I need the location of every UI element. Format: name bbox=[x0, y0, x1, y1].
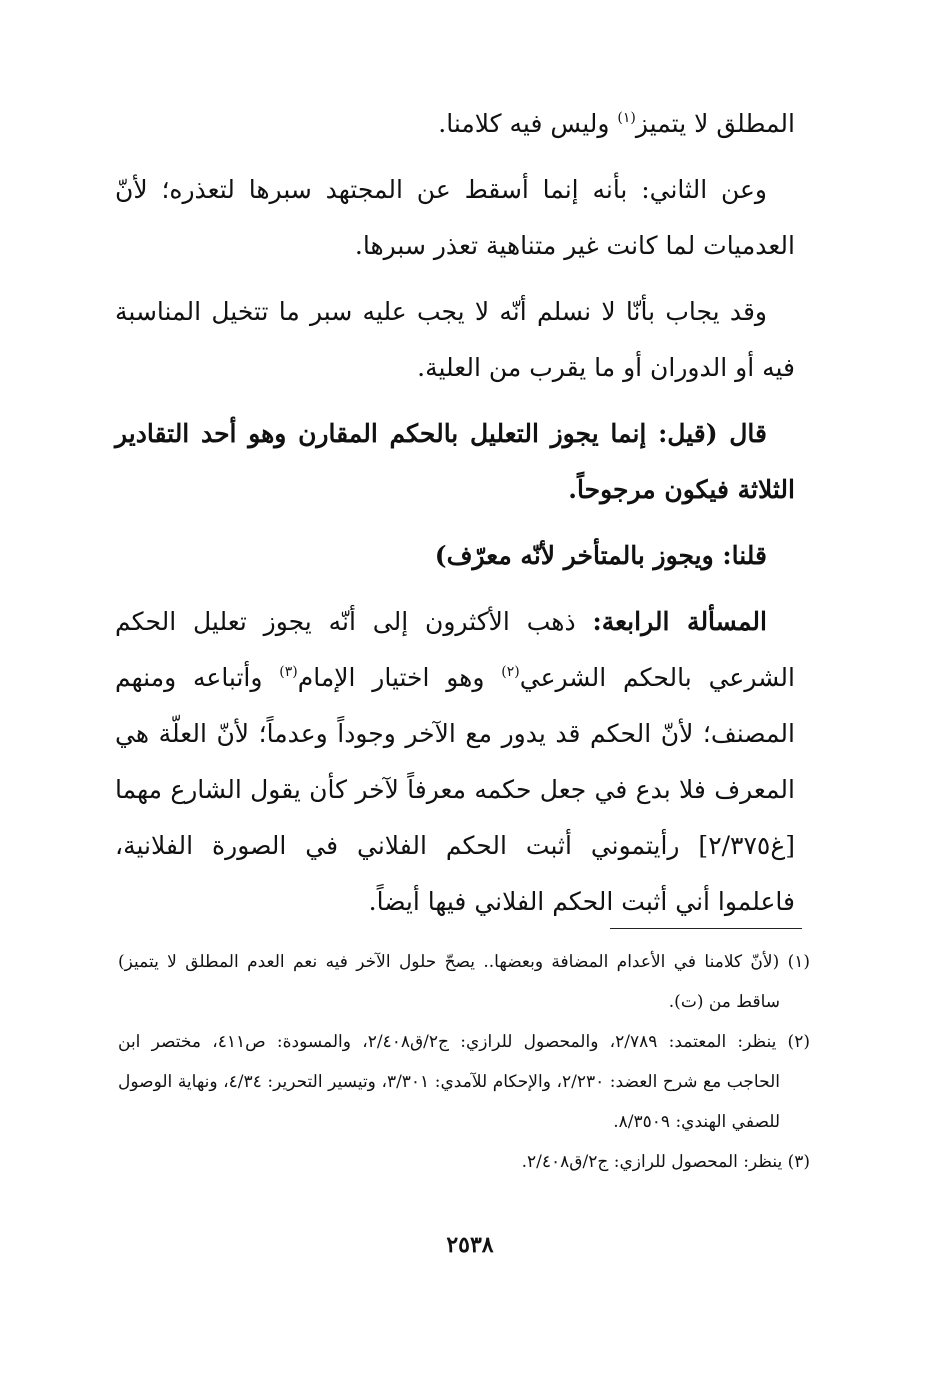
footnote-ref-1: (١) bbox=[617, 110, 636, 126]
paragraph-6-text-b: وهو اختيار الإمام bbox=[297, 663, 502, 692]
section-lead: المسألة الرابعة: bbox=[592, 607, 767, 636]
paragraph-6 bbox=[115, 594, 795, 930]
page-number: ٢٥٣٨ bbox=[446, 1232, 494, 1258]
footnotes bbox=[118, 942, 810, 1182]
footnote-ref-2: (٢) bbox=[501, 664, 520, 680]
paragraph-1-text-a: المطلق لا يتميز bbox=[635, 109, 795, 138]
footnote-3: (٣) ينظر: المحصول للرازي: ج٢/ق٢/٤٠٨. bbox=[521, 1152, 810, 1172]
footnote-1: (١) (لأنّ كلامنا في الأعدام المضافة وبعضها.. يصحّ حلول الآخر فيه نعم العدم المطلق لا يتميز) ساقط من (ت). bbox=[118, 952, 810, 1012]
paragraph-6-text-c: وأتباعه ومنهم المصنف؛ لأنّ الحكم قد يدور مع الآخر وجوداً وعدماً؛ لأنّ العلّة هي المعرف فلا بدع في جعل حكمه معرفاً لآخر كأن يقول الشارع مهما [غ٢/٣٧٥] رأيتموني أثبت الحكم الفلاني في الصورة الفلانية، فاعلموا أني أثبت الحكم الفلاني فيها أيضاً. bbox=[115, 663, 795, 916]
paragraph-6-text-a: ذهب الأكثرون إلى أنّه يجوز تعليل الحكم الشرعي بالحكم الشرعي bbox=[115, 607, 795, 692]
quote-paragraph-1: قال (قيل: إنما يجوز التعليل بالحكم المقارن وهو أحد التقادير الثلاثة فيكون مرجوحاً. bbox=[115, 419, 795, 504]
quote-paragraph-2: قلنا: ويجوز بالمتأخر لأنّه معرّف) bbox=[434, 541, 767, 570]
paragraph-1 bbox=[115, 96, 795, 152]
footnote-divider bbox=[610, 928, 802, 929]
main-text bbox=[115, 96, 795, 940]
paragraph-1-text-b: وليس فيه كلامنا. bbox=[438, 109, 618, 138]
paragraph-3: وقد يجاب بأنّا لا نسلم أنّه لا يجب عليه سبر ما تتخيل المناسبة فيه أو الدوران أو ما يقرب من العلية. bbox=[115, 297, 795, 382]
paragraph-2: وعن الثاني: بأنه إنما أسقط عن المجتهد سبرها لتعذره؛ لأنّ العدميات لما كانت غير متناهية تعذر سبرها. bbox=[115, 175, 795, 260]
footnote-2: (٢) ينظر: المعتمد: ٢/٧٨٩، والمحصول للرازي: ج٢/ق٢/٤٠٨، والمسودة: ص٤١١، مختصر ابن الحاجب مع شرح العضد: ٢/٢٣٠، والإحكام للآمدي: ٣/٣٠١، وتيسير التحرير: ٤/٣٤، ونهاية الوصول للصفي الهندي: ٨/٣٥٠٩. bbox=[118, 1032, 810, 1132]
footnote-ref-3: (٣) bbox=[279, 664, 298, 680]
